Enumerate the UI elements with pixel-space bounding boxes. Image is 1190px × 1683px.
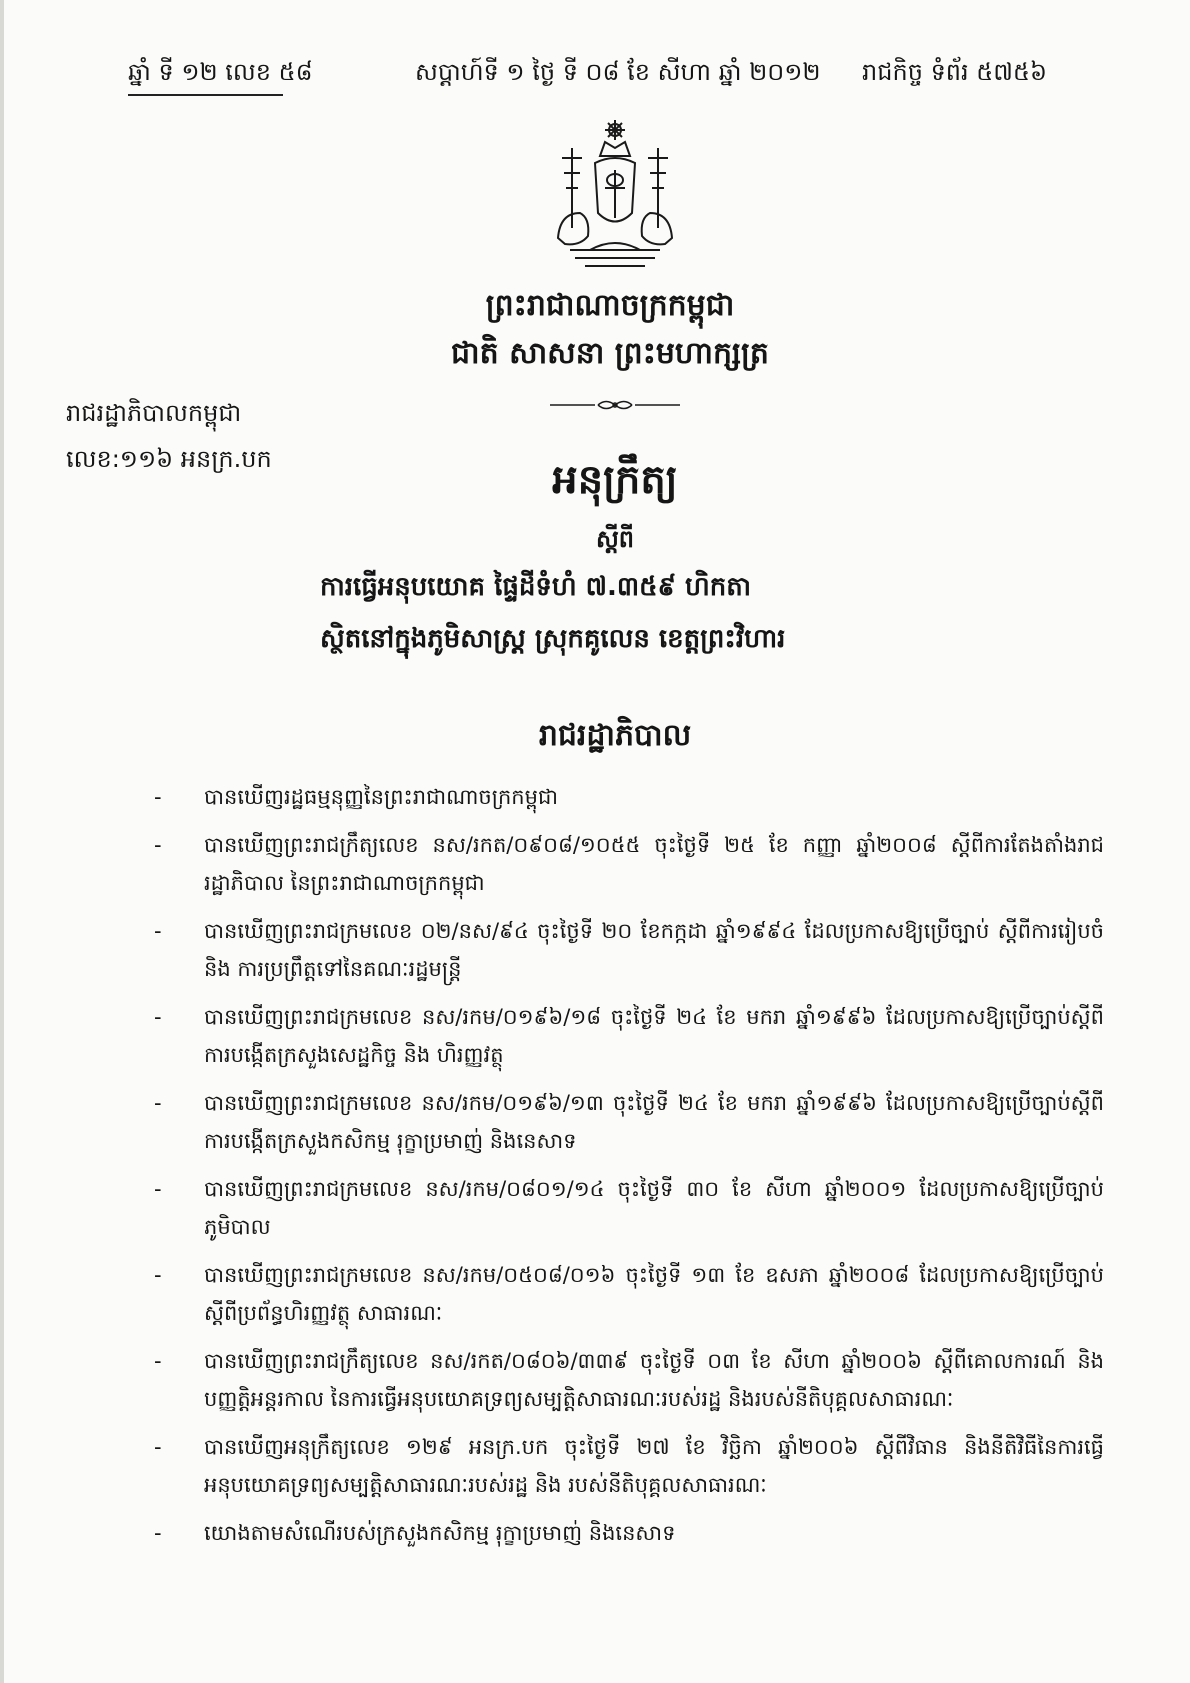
list-item-text: បានឃើញព្រះរាជក្រមលេខ ០២/នស/៩៤ ចុះថ្ងៃទី ២០ ខែកក្កដា ឆ្នាំ១៩៩៤ ដែលប្រកាសឱ្យប្រើច្បាប់ ស្តីពីការរៀបចំ និង ការប្រព្រឹត្តទៅនៃគណៈរដ្ឋមន្ត្រី	[204, 919, 1104, 981]
header-underline	[128, 94, 283, 96]
list-item-text: បានឃើញព្រះរាជក្រមលេខ នស/រកម/០៨០១/១៤ ចុះថ្ងៃទី ៣០ ខែ សីហា ឆ្នាំ២០០១ ដែលប្រកាសឱ្យប្រើច្បាប់ភូមិបាល	[204, 1177, 1104, 1239]
list-item: - បានឃើញព្រះរាជក្រឹត្យលេខ នស/រកត/០៩០៨/១០៥៥ ចុះថ្ងៃទី ២៥ ខែ កញ្ញា ឆ្នាំ២០០៨ ស្តីពីការតែងតាំងរាជរដ្ឋាភិបាល នៃព្រះរាជាណាចក្រកម្ពុជា	[154, 833, 1104, 895]
list-item: - បានឃើញព្រះរាជក្រមលេខ នស/រកម/០៥០៨/០១៦ ចុះថ្ងៃទី ១៣ ខែ ឧសភា ឆ្នាំ២០០៨ ដែលប្រកាសឱ្យប្រើច្បាប់ស្តីពីប្រព័ន្ធហិរញ្ញវត្ថុ សាធារណៈ	[154, 1263, 1104, 1325]
gazette-issue: ឆ្នាំ ទី ១២ លេខ ៥៨	[128, 58, 313, 86]
kingdom-name: ព្រះរាជាណាចក្រកម្ពុជា	[485, 288, 735, 323]
royal-emblem-icon	[550, 118, 680, 273]
list-item: - បានឃើញព្រះរាជក្រឹត្យលេខ នស/រកត/០៨០៦/៣៣៩ ចុះថ្ងៃទី ០៣ ខែ សីហា ឆ្នាំ២០០៦ ស្តីពីគោលការណ៍ និង បញ្ញត្តិអន្តរកាល នៃការធ្វើអនុបយោគទ្រព្យសម្បត្តិសាធារណៈរបស់រដ្ឋ និងរបស់នីតិបុគ្គលសាធារណៈ	[154, 1349, 1104, 1411]
government-heading: រាជរដ្ឋាភិបាល	[538, 718, 692, 753]
about-label: ស្តីពី	[595, 525, 635, 553]
gazette-date: សប្តាហ៍ទី ១ ថ្ងៃ ទី ០៨ ខែ សីហា ឆ្នាំ ២០១២	[415, 58, 821, 86]
list-item-text: បានឃើញអនុក្រឹត្យលេខ ១២៩ អនក្រ.បក ចុះថ្ងៃទី ២៧ ខែ វិច្ឆិកា ឆ្នាំ២០០៦ ស្តីពីវិធាន និងនីតិវិធីនៃការធ្វើអនុបយោគទ្រព្យសម្បត្តិសាធារណៈរបស់រដ្ឋ និង របស់នីតិបុគ្គលសាធារណៈ	[204, 1435, 1104, 1497]
list-item: - បានឃើញរដ្ឋធម្មនុញ្ញនៃព្រះរាជាណាចក្រកម្ពុជា	[154, 785, 558, 809]
document-title: អនុក្រឹត្យ	[552, 457, 678, 503]
list-item-text: បានឃើញព្រះរាជក្រមលេខ នស/រកម/០៥០៨/០១៦ ចុះថ្ងៃទី ១៣ ខែ ឧសភា ឆ្នាំ២០០៨ ដែលប្រកាសឱ្យប្រើច្បាប់ស្តីពីប្រព័ន្ធហិរញ្ញវត្ថុ សាធារណៈ	[204, 1263, 1104, 1325]
list-item-text: បានឃើញព្រះរាជក្រឹត្យលេខ នស/រកត/០៩០៨/១០៥៥ ចុះថ្ងៃទី ២៥ ខែ កញ្ញា ឆ្នាំ២០០៨ ស្តីពីការតែងតាំងរាជរដ្ឋាភិបាល នៃព្រះរាជាណាចក្រកម្ពុជា	[204, 833, 1104, 895]
list-item: - បានឃើញព្រះរាជក្រមលេខ នស/រកម/០៨០១/១៤ ចុះថ្ងៃទី ៣០ ខែ សីហា ឆ្នាំ២០០១ ដែលប្រកាសឱ្យប្រើច្បាប់ភូមិបាល	[154, 1177, 1104, 1239]
list-item: - យោងតាមសំណើរបស់ក្រសួងកសិកម្ម រុក្ខាប្រមាញ់ និងនេសាទ	[154, 1521, 676, 1545]
list-item: - បានឃើញអនុក្រឹត្យលេខ ១២៩ អនក្រ.បក ចុះថ្ងៃទី ២៧ ខែ វិច្ឆិកា ឆ្នាំ២០០៦ ស្តីពីវិធាន និងនីតិវិធីនៃការធ្វើអនុបយោគទ្រព្យសម្បត្តិសាធារណៈរបស់រដ្ឋ និង របស់នីតិបុគ្គលសាធារណៈ	[154, 1435, 1104, 1497]
issuing-authority: រាជរដ្ឋាភិបាលកម្ពុជា	[66, 399, 242, 427]
list-item-text: យោងតាមសំណើរបស់ក្រសួងកសិកម្ម រុក្ខាប្រមាញ់ និងនេសាទ	[204, 1521, 676, 1545]
subject-line-2: ស្ថិតនៅក្នុងភូមិសាស្ត្រ ស្រុកគូលេន ខេត្តព្រះវិហារ	[320, 624, 786, 654]
considerations-list	[154, 778, 1104, 1562]
list-item: - បានឃើញព្រះរាជក្រមលេខ នស/រកម/០១៩៦/១៨ ចុះថ្ងៃទី ២៤ ខែ មករា ឆ្នាំ១៩៩៦ ដែលប្រកាសឱ្យប្រើច្បាប់ស្តីពីការបង្កើតក្រសួងសេដ្ឋកិច្ច និង ហិរញ្ញវត្ថុ	[154, 1005, 1104, 1067]
list-item-text: បានឃើញព្រះរាជក្រមលេខ នស/រកម/០១៩៦/១៣ ចុះថ្ងៃទី ២៤ ខែ មករា ឆ្នាំ១៩៩៦ ដែលប្រកាសឱ្យប្រើច្បាប់ស្តីពីការបង្កើតក្រសួងកសិកម្ម រុក្ខាប្រមាញ់ និងនេសាទ	[204, 1091, 1104, 1153]
subject-line-1: ការធ្វើអនុបយោគ ផ្ទៃដីទំហំ ៧.៣៥៩ ហិកតា	[320, 572, 751, 602]
list-item: - បានឃើញព្រះរាជក្រមលេខ នស/រកម/០១៩៦/១៣ ចុះថ្ងៃទី ២៤ ខែ មករា ឆ្នាំ១៩៩៦ ដែលប្រកាសឱ្យប្រើច្បាប់ស្តីពីការបង្កើតក្រសួងកសិកម្ម រុក្ខាប្រមាញ់ និងនេសាទ	[154, 1091, 1104, 1153]
list-item-text: បានឃើញរដ្ឋធម្មនុញ្ញនៃព្រះរាជាណាចក្រកម្ពុជា	[204, 785, 558, 809]
document-number: លេខ:១១៦ អនក្រ.បក	[66, 445, 272, 473]
list-item-text: បានឃើញព្រះរាជក្រឹត្យលេខ នស/រកត/០៨០៦/៣៣៩ ចុះថ្ងៃទី ០៣ ខែ សីហា ឆ្នាំ២០០៦ ស្តីពីគោលការណ៍ និង បញ្ញត្តិអន្តរកាល នៃការធ្វើអនុបយោគទ្រព្យសម្បត្តិសាធារណៈរបស់រដ្ឋ និងរបស់នីតិបុគ្គលសាធារណៈ	[204, 1349, 1104, 1411]
scan-edge	[0, 0, 4, 1683]
kingdom-motto: ជាតិ សាសនា ព្រះមហាក្សត្រ	[451, 336, 769, 371]
ornamental-divider-icon	[550, 398, 680, 412]
list-item: - បានឃើញព្រះរាជក្រមលេខ ០២/នស/៩៤ ចុះថ្ងៃទី ២០ ខែកក្កដា ឆ្នាំ១៩៩៤ ដែលប្រកាសឱ្យប្រើច្បាប់ ស្តីពីការរៀបចំ និង ការប្រព្រឹត្តទៅនៃគណៈរដ្ឋមន្ត្រី	[154, 919, 1104, 981]
list-item-text: បានឃើញព្រះរាជក្រមលេខ នស/រកម/០១៩៦/១៨ ចុះថ្ងៃទី ២៤ ខែ មករា ឆ្នាំ១៩៩៦ ដែលប្រកាសឱ្យប្រើច្បាប់ស្តីពីការបង្កើតក្រសួងសេដ្ឋកិច្ច និង ហិរញ្ញវត្ថុ	[204, 1005, 1104, 1067]
gazette-page: រាជកិច្ច ទំព័រ ៥៧៥៦	[862, 58, 1047, 86]
